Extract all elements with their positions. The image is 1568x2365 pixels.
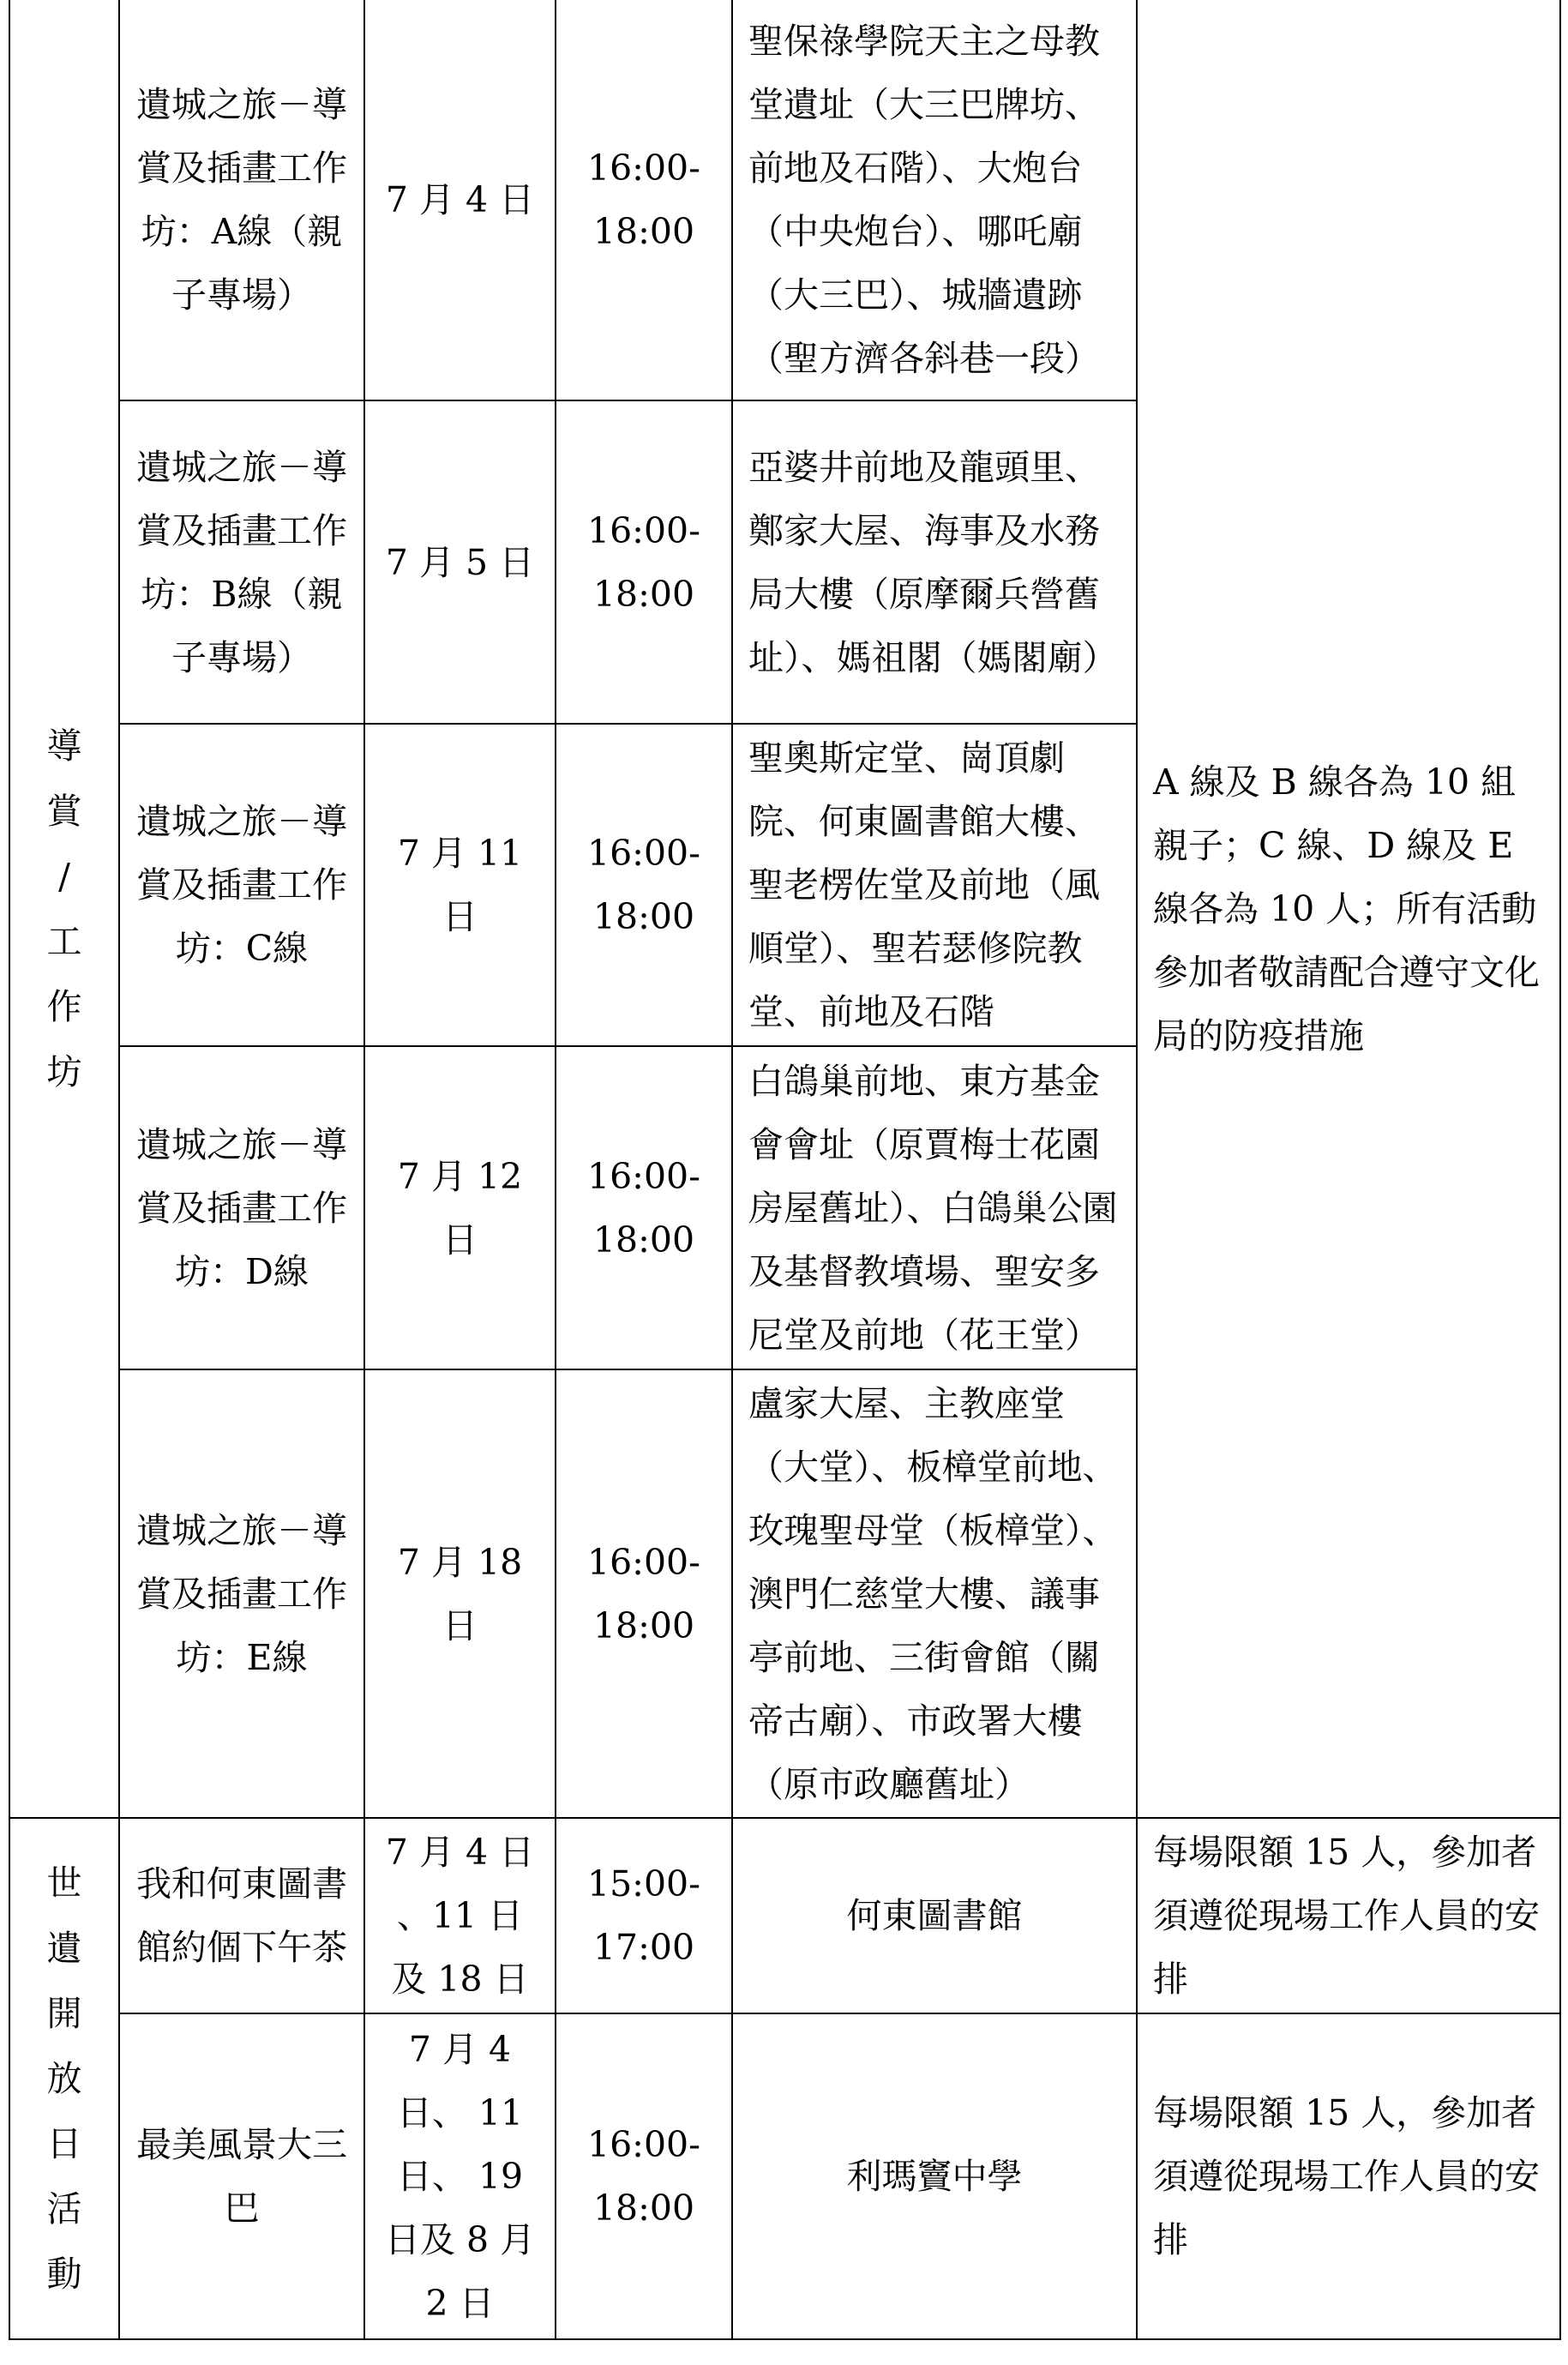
activity-time: 16:00-18:00 (556, 1046, 732, 1369)
activity-date: 7 月 5 日 (364, 400, 556, 724)
category-cell: 導 賞 / 工 作 坊 (9, 0, 119, 1818)
activity-place: 聖保祿學院天主之母教堂遺址（大三巴牌坊、前地及石階）、大炮台（中央炮台）、哪吒廟（大三巴）、城牆遺跡（聖方濟各斜巷一段） (732, 0, 1137, 400)
activity-time: 16:00-18:00 (556, 1369, 732, 1818)
activity-name: 遺城之旅－導賞及插畫工作坊：E線 (119, 1369, 364, 1818)
activity-place: 利瑪竇中學 (732, 2013, 1137, 2339)
activity-date: 7 月 4 日 (364, 0, 556, 400)
activity-table (9, 0, 1561, 2340)
activity-place: 白鴿巢前地、東方基金會會址（原賈梅士花園房屋舊址）、白鴿巢公園及基督教墳場、聖安多尼堂及前地（花王堂） (732, 1046, 1137, 1369)
activity-date: 7 月 4 日、 11 日、 19 日及 8 月 2 日 (364, 2013, 556, 2339)
table-row (9, 0, 1560, 400)
activity-name: 遺城之旅－導賞及插畫工作坊：A線（親子專場） (119, 0, 364, 400)
activity-date: 7 月 18 日 (364, 1369, 556, 1818)
activity-time: 16:00-18:00 (556, 400, 732, 724)
activity-time: 16:00-18:00 (556, 2013, 732, 2339)
activity-place: 聖奧斯定堂、崗頂劇院、何東圖書館大樓、聖老楞佐堂及前地（風順堂）、聖若瑟修院教堂、前地及石階 (732, 724, 1137, 1046)
category-cell: 世 遺 開 放 日 活 動 (9, 1818, 119, 2339)
activity-name: 遺城之旅－導賞及插畫工作坊：B線（親子專場） (119, 400, 364, 724)
activity-place: 盧家大屋、主教座堂（大堂）、板樟堂前地、玫瑰聖母堂（板樟堂）、澳門仁慈堂大樓、議事亭前地、三街會館（關帝古廟）、市政署大樓（原市政廳舊址） (732, 1369, 1137, 1818)
table-row (9, 1818, 1560, 2013)
activity-name: 我和何東圖書館約個下午茶 (119, 1818, 364, 2013)
activity-date: 7 月 12 日 (364, 1046, 556, 1369)
activity-place: 何東圖書館 (732, 1818, 1137, 2013)
activity-note: A 線及 B 線各為 10 組親子；C 線、D 線及 E 線各為 10 人；所有活動參加者敬請配合遵守文化局的防疫措施 (1137, 0, 1560, 1818)
activity-time: 16:00-18:00 (556, 724, 732, 1046)
activity-time: 16:00-18:00 (556, 0, 732, 400)
activity-place: 亞婆井前地及龍頭里、鄭家大屋、海事及水務局大樓（原摩爾兵營舊址）、媽祖閣（媽閣廟） (732, 400, 1137, 724)
table-row (9, 2013, 1560, 2339)
activity-note: 每場限額 15 人，參加者須遵從現場工作人員的安排 (1137, 2013, 1560, 2339)
activity-note: 每場限額 15 人，參加者須遵從現場工作人員的安排 (1137, 1818, 1560, 2013)
activity-name: 遺城之旅－導賞及插畫工作坊：C線 (119, 724, 364, 1046)
activity-time: 15:00-17:00 (556, 1818, 732, 2013)
activity-date: 7 月 11 日 (364, 724, 556, 1046)
activity-date: 7 月 4 日 、11 日及 18 日 (364, 1818, 556, 2013)
activity-name: 遺城之旅－導賞及插畫工作坊：D線 (119, 1046, 364, 1369)
activity-name: 最美風景大三巴 (119, 2013, 364, 2339)
